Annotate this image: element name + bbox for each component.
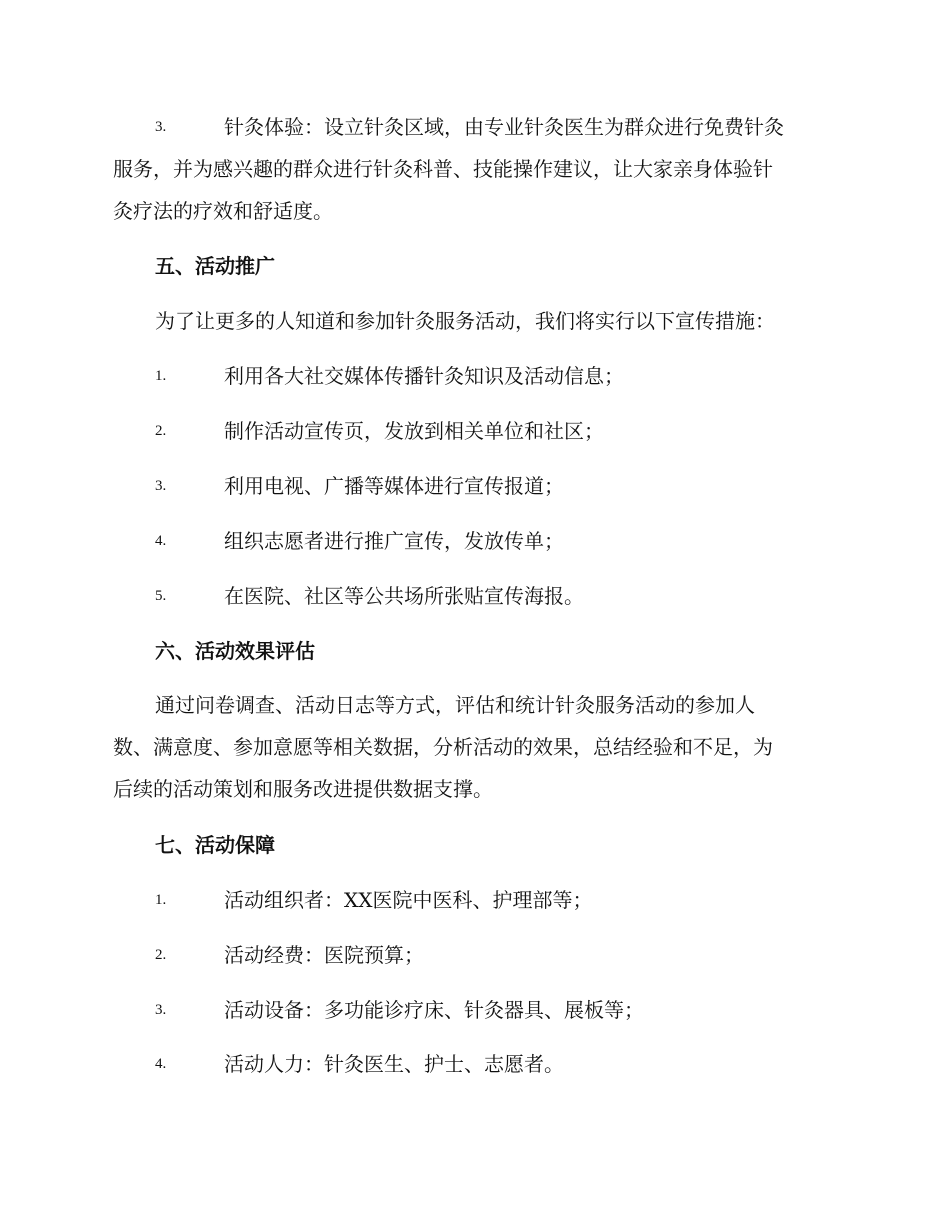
list-text: 针灸体验：设立针灸区域，由专业针灸医生为群众进行免费针灸 <box>224 115 784 139</box>
list-text: 制作活动宣传页，发放到相关单位和社区； <box>224 419 604 443</box>
list-text: 活动设备：多功能诊疗床、针灸器具、展板等； <box>224 998 644 1022</box>
list-item <box>155 879 833 921</box>
paragraph-line: 数、满意度、参加意愿等相关数据，分析活动的效果，总结经验和不足，为 <box>113 735 773 759</box>
list-number: 2. <box>155 423 167 439</box>
section-intro: 为了让更多的人知道和参加针灸服务活动，我们将实行以下宣传措施： <box>155 309 775 333</box>
list-text: 活动人力：针灸医生、护士、志愿者。 <box>224 1052 564 1076</box>
list-text: 利用各大社交媒体传播针灸知识及活动信息； <box>224 364 624 388</box>
list-number: 3. <box>155 478 167 494</box>
section-four-item-3 <box>113 106 833 232</box>
list-text: 利用电视、广播等媒体进行宣传报道； <box>224 474 564 498</box>
list-number: 3. <box>155 119 167 135</box>
list-number: 5. <box>155 588 167 604</box>
list-number: 1. <box>155 892 167 908</box>
section-heading: 六、活动效果评估 <box>155 639 315 663</box>
list-text: 活动经费：医院预算； <box>224 943 424 967</box>
list-item <box>155 520 833 562</box>
list-text: 活动组织者：XX医院中医科、护理部等； <box>224 888 593 912</box>
list-text: 组织志愿者进行推广宣传，发放传单； <box>224 529 564 553</box>
list-number: 4. <box>155 533 167 549</box>
list-item <box>155 934 833 976</box>
paragraph-line: 后续的活动策划和服务改进提供数据支撑。 <box>113 777 493 801</box>
paragraph-line: 服务，并为感兴趣的群众进行针灸科普、技能操作建议，让大家亲身体验针 <box>113 157 773 181</box>
list-item <box>155 410 833 452</box>
list-number: 1. <box>155 368 167 384</box>
section-heading: 七、活动保障 <box>155 833 275 857</box>
list-number: 4. <box>155 1056 167 1072</box>
section-heading: 五、活动推广 <box>155 254 275 278</box>
paragraph-line: 灸疗法的疗效和舒适度。 <box>113 199 333 223</box>
list-item <box>155 575 833 617</box>
list-item <box>155 1043 833 1085</box>
section-six-paragraph <box>113 684 833 810</box>
list-number: 2. <box>155 947 167 963</box>
list-text: 在医院、社区等公共场所张贴宣传海报。 <box>224 584 584 608</box>
list-item <box>155 989 833 1031</box>
list-item <box>155 465 833 507</box>
paragraph-line: 通过问卷调查、活动日志等方式，评估和统计针灸服务活动的参加人 <box>155 693 755 717</box>
list-number: 3. <box>155 1002 167 1018</box>
item-3-first-line <box>113 106 833 148</box>
list-item <box>155 355 833 397</box>
